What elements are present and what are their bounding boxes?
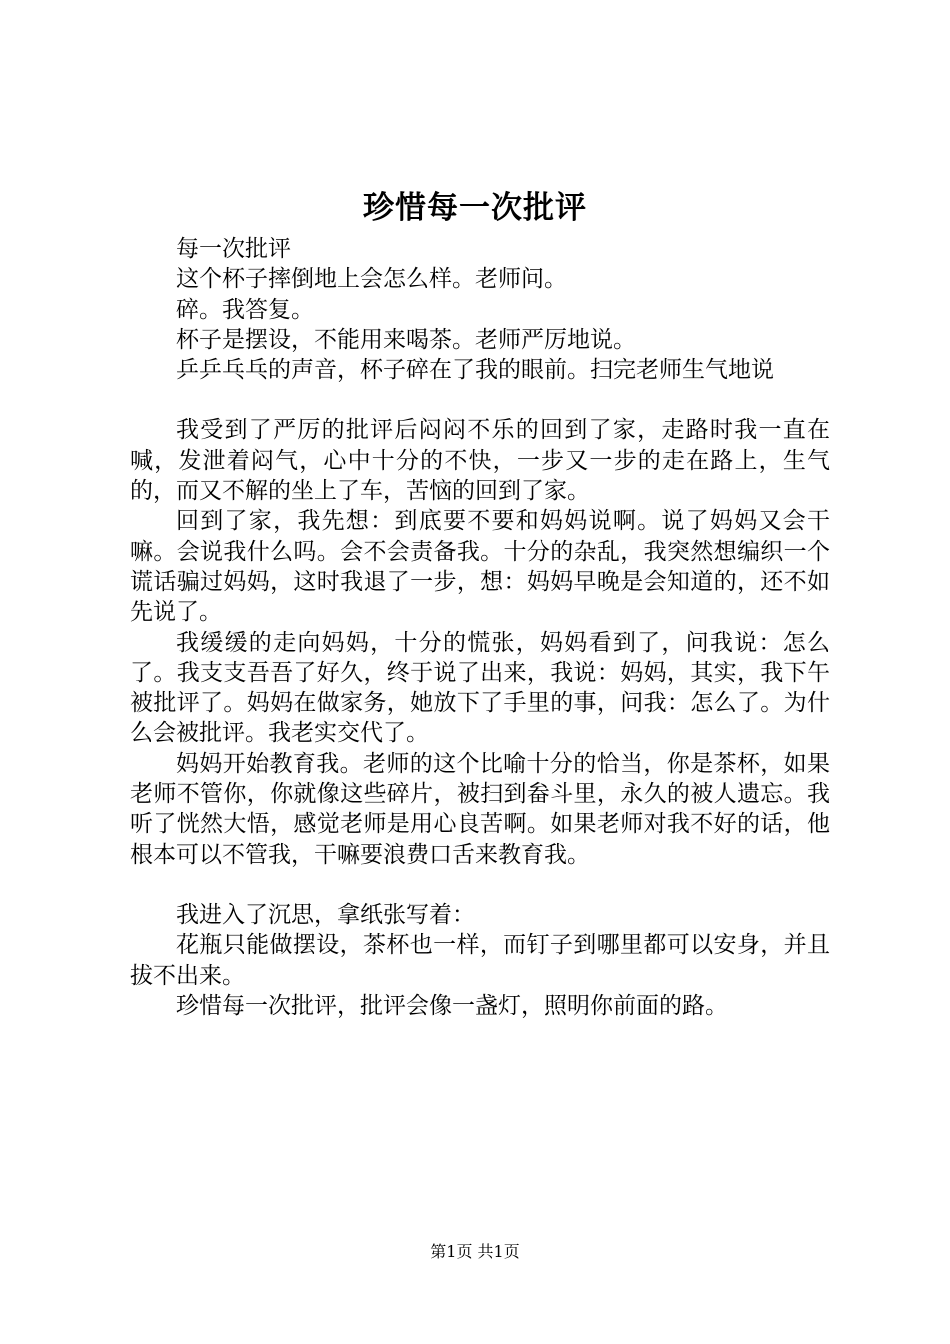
paragraph: 我进入了沉思，拿纸张写着：: [176, 901, 475, 928]
page-number-footer: 第1页 共1页: [430, 1242, 520, 1261]
paragraph: 珍惜每一次批评，批评会像一盏灯，照明你前面的路。: [176, 992, 728, 1019]
paragraph: 这个杯子摔倒地上会怎么样。老师问。: [176, 266, 567, 293]
paragraph-gap: [130, 385, 830, 415]
paragraph: 我缓缓的走向妈妈，十分的慌张，妈妈看到了，问我说：怎么了。我支支吾吾了好久，终于说了出来，我说：妈妈，其实，我下午被批评了。妈妈在做家务，她放下了手里的事，问我：怎么了。为什么会被批评。我老实交代了。: [130, 629, 830, 747]
paragraph-gap: [130, 870, 830, 900]
paragraph: 我受到了严厉的批评后闷闷不乐的回到了家，走路时我一直在喊，发泄着闷气，心中十分的不快，一步又一步的走在路上，生气的，而又不解的坐上了车，苦恼的回到了家。: [130, 417, 830, 505]
paragraph: 每一次批评: [176, 236, 291, 262]
paragraph: 碎。我答复。: [176, 296, 314, 323]
document-title: 珍惜每一次批评: [363, 190, 587, 226]
paragraph: 乒乒乓乓的声音，杯子碎在了我的眼前。扫完老师生气地说: [176, 357, 774, 384]
paragraph: 妈妈开始教育我。老师的这个比喻十分的恰当，你是茶杯，如果老师不管你，你就像这些碎片，被扫到畚斗里，永久的被人遗忘。我听了恍然大悟，感觉老师是用心良苦啊。如果老师对我不好的话，他根本可以不管我，干嘛要浪费口舌来教育我。: [130, 750, 830, 868]
document-body: [130, 234, 830, 1021]
paragraph: 回到了家，我先想：到底要不要和妈妈说啊。说了妈妈又会干嘛。会说我什么吗。会不会责备我。十分的杂乱，我突然想编织一个谎话骗过妈妈，这时我退了一步，想：妈妈早晚是会知道的，还不如先说了。: [130, 508, 830, 626]
paragraph: 花瓶只能做摆设，茶杯也一样，而钉子到哪里都可以安身，并且拔不出来。: [130, 932, 830, 989]
paragraph: 杯子是摆设，不能用来喝茶。老师严厉地说。: [176, 326, 636, 353]
